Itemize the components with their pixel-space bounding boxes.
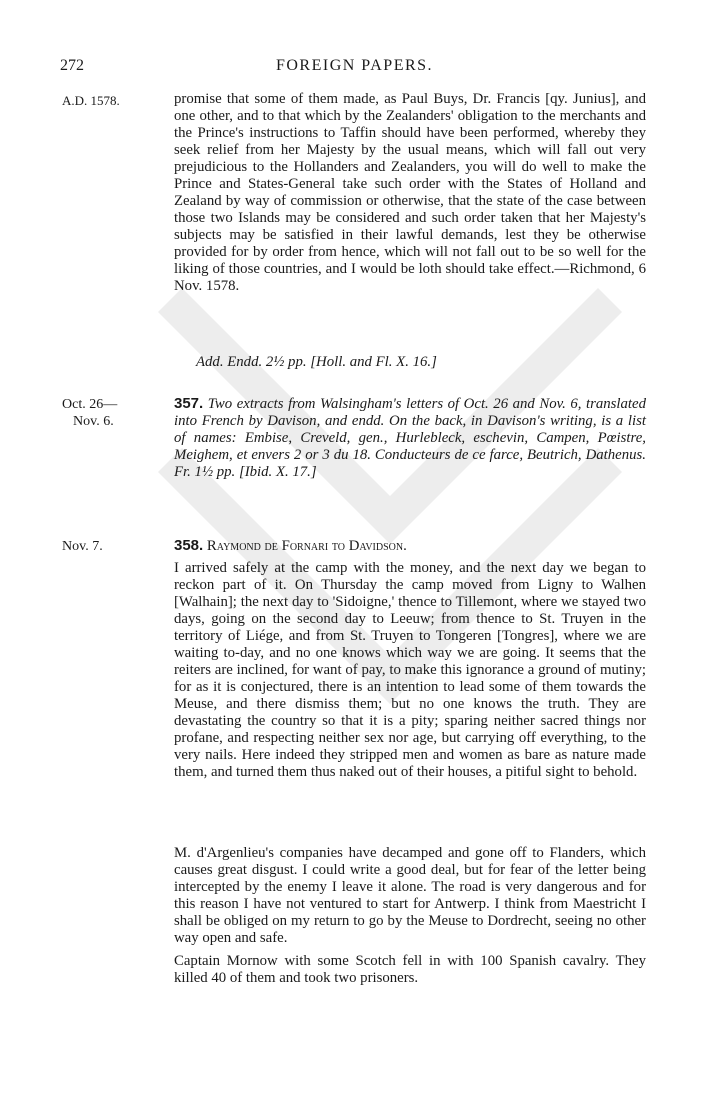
continuation-paragraph	[174, 91, 646, 295]
entry-358-paragraph-3	[174, 953, 646, 987]
page-header	[0, 57, 709, 81]
margin-date-357-start: Oct. 26—	[62, 397, 118, 412]
continuation-endorsement	[196, 354, 646, 371]
running-title: FOREIGN PAPERS.	[275, 57, 434, 74]
entry-358-paragraph-1	[174, 560, 646, 781]
entry-357-text: Two extracts from Walsingham's letters of Oct. 26 and Nov. 6, translated into French by Davison, and endd. On the back, in Davison's writing, is a list of names: Embise, Creveld, gen., Hurlebleck, eschevin, Campen, Pœistre, Meighem, et envers 2 or 3 du 18. Conducteurs de ce farce, Beutrich, Dathenus. Fr. 1½ pp. [Ibid. X. 17.]	[174, 396, 646, 480]
paragraph-1-text: I arrived safely at the camp with the money, and the next day we began to reckon part of it. On Thursday the camp moved from Ligny to Walhen [Walhain]; the next day to 'Sidoigne,' thence to Tillemont, where we stayed two days, going on the second day to Leeuw; from thence to St. Truyen in the territory of Liége, and from St. Truyen to Tongeren [Tongres], where we are waiting to-day, and no one knows which way we are going. It seems that the reiters are inclined, for want of pay, to make this ignorance a ground of mutiny; for as it is conjectured, there is an intention to lead some of them towards the Meuse, and there dismiss them; but no one knows the truth. They are devastating the country so that it is a pity; sparing neither sacred things nor profane, and respecting neither sex nor age, but carrying off everything, to the very nails. Here indeed they stripped men and women as bare as nature made them, and turned them thus naked out of their houses, a pitiful sight to behold.	[174, 560, 646, 780]
endorsement-text: Add. Endd. 2½ pp. [Holl. and Fl. X. 16.]	[196, 354, 437, 370]
paragraph-3-text: Captain Mornow with some Scotch fell in with 100 Spanish cavalry. They killed 40 of them and took two prisoners.	[174, 953, 646, 986]
entry-358-title: Raymond de Fornari to Davidson.	[206, 538, 407, 554]
page-number: 272	[60, 57, 84, 74]
paragraph-2-text: M. d'Argenlieu's companies have decamped and gone off to Flanders, which causes great disgust. I could write a good deal, but for fear of the letter being intercepted by the enemy I leave it alone. The road is very dangerous and for this reason I have not ventured to start for Antwerp. I think from Maestricht I shall be obliged on my return to go by the Meuse to Dordrecht, seeing no other way open and safe.	[174, 845, 646, 946]
entry-number-357: 357.	[174, 395, 204, 412]
entry-358-paragraph-2	[174, 845, 646, 947]
margin-year: A.D. 1578.	[62, 93, 120, 108]
continuation-text: promise that some of them made, as Paul Buys, Dr. Francis [qy. Junius], and one other, and to that which by the Zealanders' obligation to the merchants and the Prince's instructions to Taffin should have been performed, whereby they seek relief from her Majesty by the usual means, which will fall out very prejudicious to the Hollanders and Zealanders, you will do well to make the Prince and States-General take such order with the States of Holland and Zealand by way of commission or otherwise, that the state of the case between those two Islands may be considered and such order taken that her Majesty's subjects may be satisfied in their lawful demands, lest they be otherwise provided for by order from hence, which will not fall out to be so well for the liking of those countries, and I would be loth should take effect.—Richmond, 6 Nov. 1578.	[174, 91, 646, 294]
entry-357	[174, 395, 646, 481]
margin-date-357-end: Nov. 6.	[73, 414, 114, 429]
entry-358-heading	[174, 537, 646, 555]
entry-number-358: 358.	[174, 537, 204, 554]
margin-date-358: Nov. 7.	[62, 539, 103, 554]
